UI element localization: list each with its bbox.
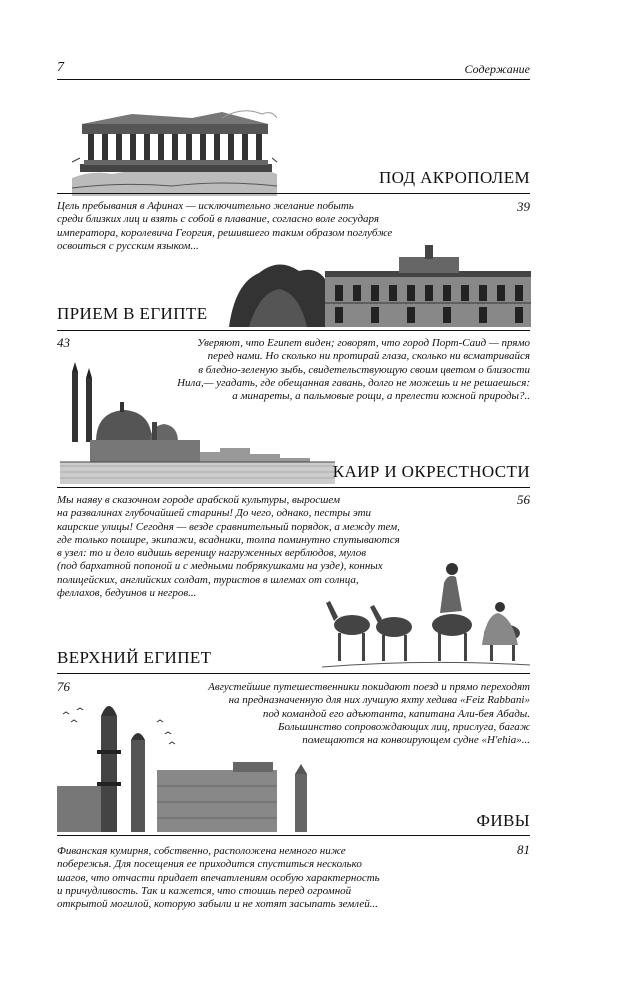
section-summary [57,845,437,911]
acropolis-engraving-icon [72,108,277,196]
summary-line: Мы наяву в сказочном городе арабской культуры, выросшем [57,494,341,506]
summary-line: Августейшие путешественники покидают поезд и прямо переходят [208,681,530,693]
summary-line: в узел: то и дело видишь вереницу нагруженных верблюдов, мулов [57,547,366,560]
section-page-number: 56 [517,492,530,507]
running-title: Содержание [464,62,530,76]
summary-line: феллахов, бедуинов и негров... [57,587,197,600]
summary-line: открытой могилой, которую забыли и не хотят засыпать землей... [57,898,378,911]
section-title: ПОД АКРОПОЛЕМ [378,168,530,187]
donkey-caravan-engraving-icon [322,555,530,670]
cairo-mosque-skyline-engraving-icon [60,362,335,484]
section-rule [57,193,530,194]
section-rule [57,835,530,836]
summary-line: побережья. Для посещения ее приходится спуститься несколько [57,858,362,871]
summary-line: на предназначенную для них лучшую яхту хедива «Feiz Rabbani» [228,694,530,707]
summary-line: Цель пребывания в Афинах — исключительно желание побыть [57,200,354,212]
summary-line: Нила,— угадать, где обещанная гавань, долго не можешь и не решаешься: [177,376,530,389]
palace-illustration [229,243,531,327]
section-rule [57,673,530,674]
page-number: 7 [57,60,64,75]
summary-line: (под бархатной попоной и с медными побрякушками на узде), конных [57,560,383,573]
header-rule [57,79,530,80]
summary-line: перед нами. Но сколько ни протирай глаза, сколько ни всматривайся [207,350,530,363]
summary-line: императора, королевича Георгия, решившего таким образом поглубже [57,226,393,239]
section-rule [57,330,530,331]
summary-line: на развалинах глубочайшей старины! До чего, однако, пестры эти [57,507,372,520]
summary-line: Фиванская кумирня, собственно, расположена немного ниже [57,845,346,857]
summary-line: где только пошире, экипажи, всадники, толпа поминутно спутываются [57,533,400,546]
section-title: ПРИЕМ В ЕГИПТЕ [57,304,208,323]
section-page-number: 43 [57,335,70,350]
summary-line: шагов, что отчасти придает впечатлениям особую характерность [57,871,380,884]
summary-line: и причудливость. Так и кажется, что стоишь перед огромной [57,884,352,897]
caravan-illustration [322,555,530,670]
section-title: КАИР И ОКРЕСТНОСТИ [332,462,530,481]
summary-line: Большинство сопровождающих лиц, прислуга, багаж [278,720,530,733]
summary-line: помещаются на конвоирующем судне «Н'ehia»... [302,734,530,747]
section-page-number: 76 [57,679,70,694]
summary-line: освоиться с русским языком... [57,239,199,252]
thebes-minaret-ruins-engraving-icon [57,686,319,832]
section-title: ВЕРХНИЙ ЕГИПЕТ [57,648,212,667]
summary-line: в бледно-зеленую зыбь, свидетельствующую своим цветом о близости [198,363,530,376]
summary-line: каирские улицы! Сегодня — везде сравнительный порядок, а между тем, [57,520,400,533]
thebes-illustration [57,686,319,832]
section-rule [57,487,530,488]
acropolis-illustration [72,108,277,196]
egyptian-palace-engraving-icon [229,243,531,327]
section-page-number: 39 [517,199,530,214]
section-page-number: 81 [517,842,530,857]
summary-line: под командой его адъютанта, капитана Али-бея Абады. [262,707,530,720]
cairo-illustration [60,362,335,484]
summary-line: Уверяют, что Египет виден; говорят, что город Порт-Саид — прямо [197,337,530,349]
summary-line: среди близких лиц и взять с собой в плавание, согласно воле государя [57,213,380,226]
section-title: ФИВЫ [476,811,530,830]
summary-line: полицейских, английских солдат, туристов в шлемах от солнца, [57,573,359,586]
summary-line: а минареты, а пальмовые рощи, а прелести южной природы?.. [232,390,530,403]
